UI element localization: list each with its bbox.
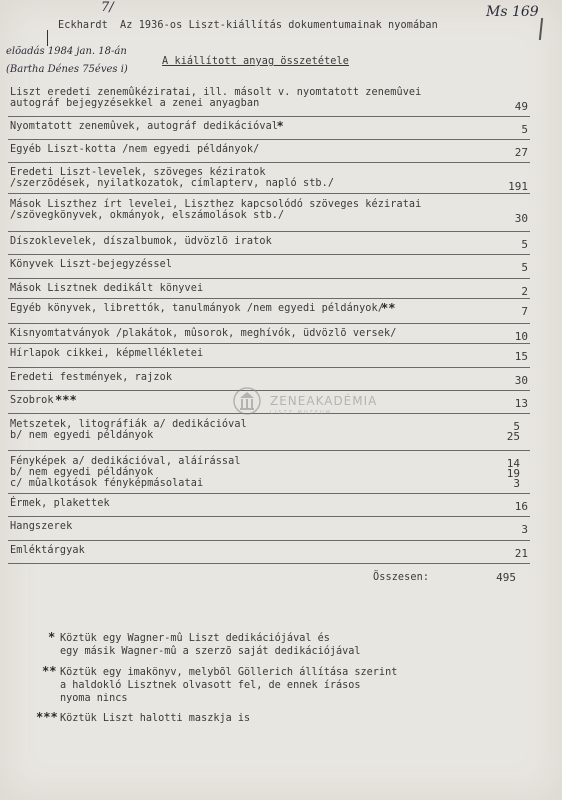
footnote-text: Köztük egy Wagner-mû Liszt dedikációjával és [60,633,330,644]
footnote-marker: * [48,630,56,644]
footnote-text: a haldokló Lisztnek olvasott fel, de ennek írásos [60,680,361,691]
footnote-marker: *** [36,710,58,724]
handwritten-note-line1: elõadás 1984 jan. 18-án [6,46,127,57]
row-label: autográf bejegyzésekkel a zenei anyagban [10,98,260,109]
row-divider [8,139,530,140]
footnote-text: egy másik Wagner-mû a szerzõ saját dedikációjával [60,646,361,657]
row-label: Érmek, plakettek [10,498,110,509]
subtitle: A kiállított anyag összetétele [162,56,350,67]
row-value: 3 [513,477,520,490]
row-value: 10 [514,330,528,343]
row-label: b/ nem egyedi példányok [10,430,154,441]
row-divider [8,450,530,451]
row-label: Liszt eredeti zenemûkéziratai, ill. másolt v. nyomtatott zenemûvei [10,87,422,98]
row-value: 14 [506,457,520,470]
footnote-marker: * [276,119,284,133]
row-value: 15 [514,350,528,363]
row-value: 27 [514,146,528,159]
row-divider [8,323,530,324]
row-value: 5 [521,123,528,136]
row-divider [8,193,530,194]
total-value: 495 [496,571,516,584]
row-label: Nyomtatott zenemûvek, autográf dedikációval [10,121,279,132]
footnote-text: nyoma nincs [60,693,128,704]
row-label: Fényképek a/ dedikációval, aláírással [10,456,241,467]
row-value: 3 [521,523,528,536]
row-divider [8,563,530,564]
row-value: 21 [514,547,528,560]
row-label: Hírlapok cikkei, képmellékletei [10,348,204,359]
row-divider [8,116,530,117]
row-value: 7 [521,305,528,318]
row-divider [8,516,530,517]
row-label: Eredeti Liszt-levelek, szöveges kéziratok [10,167,266,178]
row-label: Kisnyomtatványok /plakátok, mûsorok, meghívók, üdvözlõ versek/ [10,328,397,339]
row-value: 19 [506,467,520,480]
row-label: Könyvek Liszt-bejegyzéssel [10,259,173,270]
footnote-text: Köztük egy imakönyv, melybõl Göllerich állítása szerint [60,667,398,678]
institute-emblem-icon [232,386,262,416]
row-label: Díszoklevelek, díszalbumok, üdvözlõ iratok [10,236,272,247]
row-divider [8,367,530,368]
row-value: 5 [521,238,528,251]
row-label: Mások Lisztnek dedikált könyvei [10,283,204,294]
watermark-name: ZENEAKADÉMIA [270,394,378,408]
pencil-stroke [539,18,543,40]
row-value: 30 [514,212,528,225]
row-value: 13 [514,397,528,410]
row-divider [8,278,530,279]
row-value: 30 [514,374,528,387]
watermark-logo [232,386,452,422]
row-label: Metszetek, litográfiák a/ dedikációval [10,419,247,430]
row-label: b/ nem egyedi példányok [10,467,154,478]
row-label: Mások Liszthez írt levelei, Liszthez kapcsolódó szöveges kéziratai [10,199,422,210]
row-value: 5 [513,420,520,433]
row-label: Egyéb Liszt-kotta /nem egyedi példányok/ [10,144,260,155]
row-divider [8,162,530,163]
row-label: Eredeti festmények, rajzok [10,372,173,383]
total-label: Összesen: [373,572,430,583]
row-divider [8,254,530,255]
footnote-marker: ** [42,664,57,678]
footnote-text: Köztük Liszt halotti maszkja is [60,713,251,724]
row-label: /szerzõdések, nyilatkozatok, címlapterv, napló stb./ [10,178,335,189]
handwritten-mark: 7/ [101,0,114,15]
row-label: Szobrok [10,395,54,406]
row-label: Hangszerek [10,521,73,532]
row-value: 25 [506,430,520,443]
arrow-line [47,30,48,46]
row-divider [8,540,530,541]
row-divider [8,298,530,299]
signature-number: Ms 169 [486,4,539,20]
row-label: Egyéb könyvek, librettók, tanulmányok /nem egyedi példányok/ [10,303,385,314]
handwritten-note-line2: (Bartha Dénes 75éves i) [6,64,128,75]
row-label: /szövegkönyvek, okmányok, elszámolások stb./ [10,210,285,221]
row-value: 5 [521,261,528,274]
footnote-marker: *** [55,393,77,407]
row-value: 49 [514,100,528,113]
row-divider [8,231,530,232]
row-label: Emléktárgyak [10,545,85,556]
row-value: 2 [521,285,528,298]
footnote-marker: ** [381,301,396,315]
row-divider [8,343,530,344]
row-label: c/ mûalkotások fényképmásolatai [10,478,204,489]
header-author: Eckhardt [58,20,108,31]
header-title: Az 1936-os Liszt-kiállítás dokumentumainak nyomában [120,20,438,31]
row-value: 191 [508,180,528,193]
row-value: 16 [514,500,528,513]
row-divider [8,493,530,494]
watermark-sub: LISZT MÚZEUM [270,410,332,416]
